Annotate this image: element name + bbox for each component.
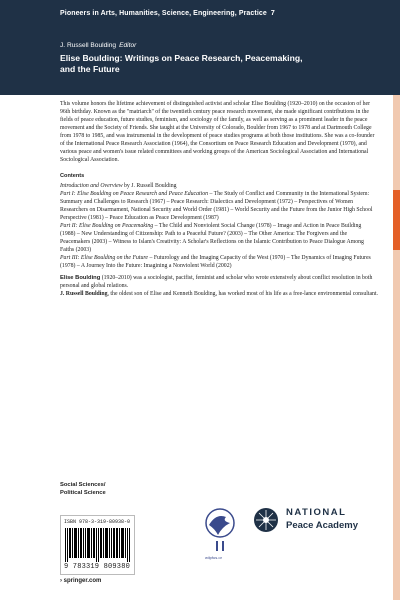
bio-elise-name: Elise Boulding (60, 275, 101, 281)
book-title-line-1: Elise Boulding: Writings on Peace Research, Peacemaking, (60, 53, 303, 63)
contents-part-1 (60, 190, 378, 222)
part-1-title: Part I: Elise Boulding on Peace Research and Peace Education (60, 191, 209, 197)
isbn-barcode (60, 515, 135, 575)
part-2-text: – The Child and Nonviolent Social Change (1978) – Image and Action in Peace Building (1988) – New Understanding of Citizenship: Path to a Peaceful Future? (2003) – The Other America: The Forgivers and the Peacemakers (2003) – Witness to Islam's Creativity: A Scholar's Reflections on the Islamic Contribution to Peace Dialogue Among Faiths (2003) (60, 223, 364, 253)
isbn-label: ISBN 978-3-319-80938-0 (64, 519, 131, 525)
series-name: Pioneers in Arts, Humanities, Science, Engineering, Practice (60, 10, 267, 17)
wilpf-caption: wilpfus.or (205, 555, 222, 560)
bio-elise-text: (1920–2010) was a sociologist, pacifist, feminist and scholar who wrote extensively about conflict resolution in both personal and global relations. (60, 275, 373, 289)
book-title (60, 53, 370, 75)
part-2-title: Part II: Elise Boulding on Peacemaking (60, 223, 154, 229)
part-3-title: Part III: Elise Boulding on the Future (60, 255, 149, 261)
barcode-bars (65, 528, 130, 562)
contents-overview (60, 182, 378, 190)
series-number: 7 (270, 10, 275, 17)
book-title-line-2: and the Future (60, 64, 120, 74)
barcode-number: 9 783319 809380 (64, 563, 131, 571)
intro-paragraph: This volume honors the lifetime achievement of distinguished activist and scholar Elise Boulding (1920–2010) on the occasion of her 96th birthday. Known as the "matriarch" of the twentieth century peace research movement, she made significant contributions in the fields of peace education, future studies, feminism, and sociology of the family, as well as serving as a prominent leader in the peace movement and the Society of Friends. She taught at the University of Colorado, Boulder from 1967 to 1978 and at Dartmouth College from 1978 to 1985, and was instrumental in the development of peace studies programs at both those institutions. She was a co-founder of the International Peace Research Association (1964), the Consortium on Peace Research Education and Development (1970), and various peace and women's issue related committees and working groups of the American Sociological Association and International Sociological Association. (60, 101, 375, 163)
npa-name-line-2: Peace Academy (286, 520, 359, 531)
overview-author: by J. Russell Boulding (122, 183, 177, 189)
editor-name: J. Russell Boulding (60, 42, 117, 49)
accent-bar-top (393, 95, 400, 190)
contents-part-3 (60, 254, 378, 270)
header-band (0, 0, 400, 95)
contents-part-2 (60, 222, 378, 254)
part-3-text: – Futurology and the Imaging Capacity of the West (1970) – The Dynamics of Imaging Futures (1978) – A Journey Into the Future: Imagining a Nonviolent World (2002) (60, 255, 371, 269)
contents-heading: Contents (60, 173, 85, 179)
bio-elise (60, 274, 378, 290)
npa-sunburst-logo (253, 507, 279, 533)
bio-russell (60, 290, 378, 298)
bio-russell-name: J. Russell Boulding (60, 291, 108, 297)
series-title (60, 10, 390, 17)
wilpf-dove-logo (200, 505, 240, 555)
subject-category (60, 482, 106, 497)
npa-name-line-1: NATIONAL (286, 507, 347, 518)
subject-line-2: Political Science (60, 489, 106, 496)
blurb-body (60, 100, 378, 298)
accent-bar-orange (393, 190, 400, 250)
overview-title: Introduction and Overview (60, 183, 123, 189)
editor-line (60, 42, 136, 49)
part-1-text: – The Study of Conflict and Community in the International System: Summary and Challenges to Research (1967) – Peace Research: Dialectics and Development (1972) – Perspectives of Women Researchers on Disarmament, National Security and World Order (1981) – World Security and the Future from the Junior High School Perspective (1981) – Peace Education as Peace Development (1987) (60, 191, 373, 221)
springer-link[interactable]: › springer.com (60, 578, 102, 584)
subject-line-1: Social Sciences/ (60, 482, 106, 488)
accent-bar-bottom (393, 250, 400, 600)
bio-russell-text: , the oldest son of Elise and Kenneth Boulding, has worked most of his life as a free-lance environmental consultant. (107, 291, 378, 297)
editor-role: Editor (119, 42, 137, 49)
